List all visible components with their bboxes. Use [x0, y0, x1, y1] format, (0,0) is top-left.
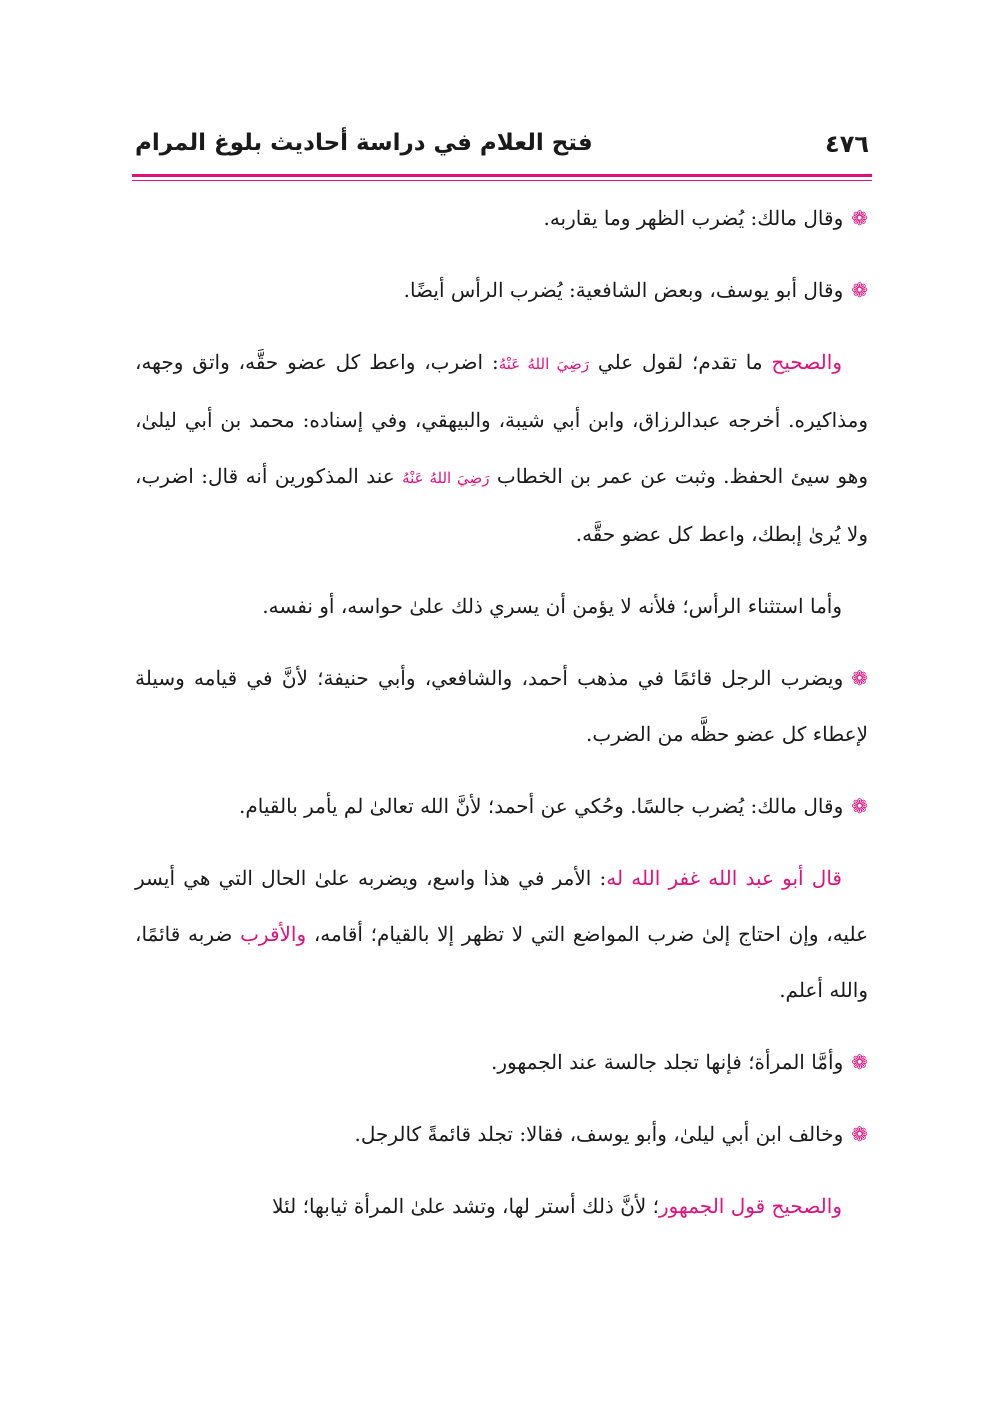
paragraph: [135, 334, 868, 562]
flower-ornament-icon: ❁: [851, 794, 868, 818]
paragraph-text: : الأمر في هذا واسع، ويضربه علىٰ الحال التي هي أيسر عليه، وإن احتاج إلىٰ ضرب المواضع التي لا تظهر إلا بالقيام؛ أقامه،: [135, 866, 869, 946]
bullet-text: وأمَّا المرأة؛ فإنها تجلد جالسة عند الجمهور.: [491, 1050, 844, 1074]
bullet-paragraph: [135, 190, 868, 246]
flower-ornament-icon: ❁: [851, 206, 868, 230]
flower-ornament-icon: ❁: [851, 1122, 868, 1146]
emphasis-lead: قال أبو عبد الله غفر الله له: [606, 866, 842, 890]
paragraph-text: ؛ لأنَّ ذلك أستر لها، وتشد علىٰ المرأة ثيابها؛ لئلا: [272, 1194, 660, 1218]
paragraph-text: وأما استثناء الرأس؛ فلأنه لا يؤمن أن يسري ذلك علىٰ حواسه، أو نفسه.: [262, 594, 842, 618]
flower-ornament-icon: ❁: [851, 278, 868, 302]
flower-ornament-icon: ❁: [851, 666, 868, 690]
honorific-ligature: رَضِيَ اللهُ عَنْهُ: [402, 469, 490, 487]
emphasis-lead: والصحيح: [771, 350, 842, 374]
paragraph-text: عند المذكورين أنه قال: اضرب، ولا يُرىٰ إبطك، واعط كل عضو حقَّه.: [135, 464, 868, 546]
header-rule-thin: [132, 180, 872, 181]
bullet-text: وقال مالك: يُضرب الظهر وما يقاربه.: [543, 206, 844, 230]
bullet-text: وقال مالك: يُضرب جالسًا. وحُكي عن أحمد؛ لأنَّ الله تعالىٰ لم يأمر بالقيام.: [239, 794, 844, 818]
running-head: [135, 126, 869, 172]
book-title: فتح العلام في دراسة أحاديث بلوغ المرام: [135, 130, 593, 156]
bullet-text: وقال أبو يوسف، وبعض الشافعية: يُضرب الرأس أيضًا.: [403, 278, 844, 302]
header-rule-thick: [132, 174, 872, 177]
bullet-paragraph: [135, 778, 868, 834]
paragraph: [135, 578, 868, 634]
page-number: ٤٧٦: [825, 130, 869, 158]
paragraph-text: ضربه قائمًا، والله أعلم.: [135, 922, 868, 1002]
paragraph: [135, 1178, 868, 1234]
honorific-ligature: رَضِيَ اللهُ عَنْهُ: [498, 355, 590, 373]
body-text: [135, 190, 868, 1234]
emphasis-lead: والأقرب: [240, 922, 307, 946]
paragraph-text: ما تقدم؛ لقول علي: [589, 350, 772, 374]
bullet-text: ويضرب الرجل قائمًا في مذهب أحمد، والشافعي، وأبي حنيفة؛ لأنَّ في قيامه وسيلة لإعطاء كل عضو حظَّه من الضرب.: [135, 666, 868, 746]
bullet-paragraph: [135, 1034, 868, 1090]
paragraph: [135, 850, 868, 1018]
paragraph-text: : اضرب، واعط كل عضو حقَّه، واتق وجهه، ومذاكيره. أخرجه عبدالرزاق، وابن أبي شيبة، والبيهقي، وفي إسناده: محمد بن أبي ليلىٰ، وهو سيئ الحفظ. وثبت عن عمر بن الخطاب: [135, 350, 868, 488]
bullet-paragraph: [135, 1106, 868, 1162]
bullet-text: وخالف ابن أبي ليلىٰ، وأبو يوسف، فقالا: تجلد قائمةً كالرجل.: [354, 1122, 844, 1146]
flower-ornament-icon: ❁: [851, 1050, 868, 1074]
emphasis-lead: والصحيح قول الجمهور: [659, 1194, 842, 1218]
bullet-paragraph: [135, 262, 868, 318]
bullet-paragraph: [135, 650, 868, 762]
